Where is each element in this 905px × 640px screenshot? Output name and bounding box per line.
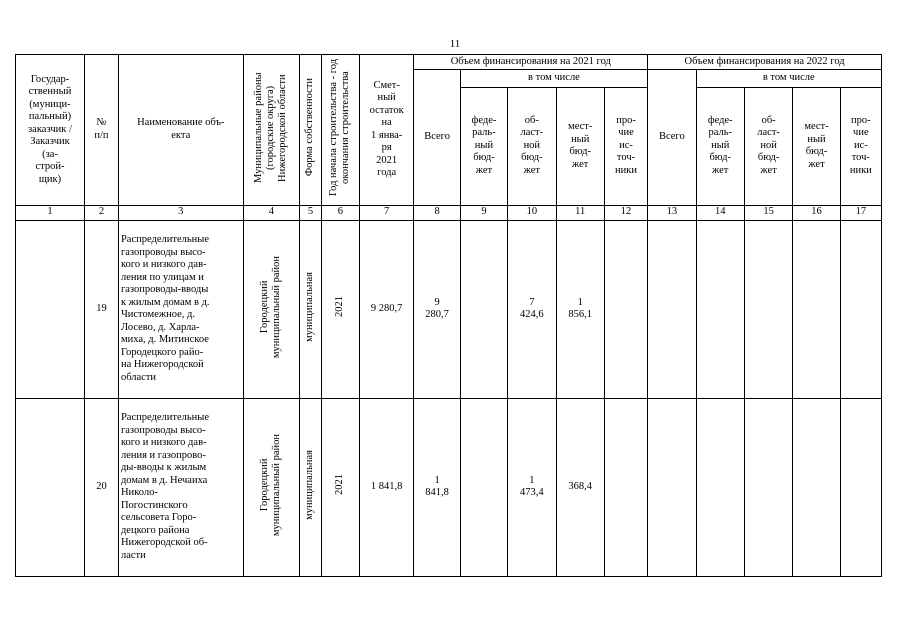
header-remainder: Смет- ный остаток на 1 янва- ря 2021 года [359,55,414,206]
district-text: Городецкий муниципальный район [259,255,283,358]
header-object-name: Наименование объ- екта [118,55,243,206]
object-name: Распределительные газопроводы высо- кого и низкого дав- ления по улицам и газопроводы-вводы к жилым домам в д. Чистомежное, д. Лосево, д. Харла- миха, д. Митинское Городецкого райо- на Нижегородской области [118,220,243,398]
row-number: 19 [84,220,118,398]
header-regional-2022: об- ласт- ной бюд- жет [744,87,792,205]
local-2021-cell: 368,4 [556,398,604,576]
column-number: 1 [16,205,85,220]
local-2022-cell [793,398,840,576]
other-2021-cell [604,398,647,576]
header-including-2021: в том числе [460,70,647,88]
header-other-2022: про- чие ис- точ- ники [840,87,881,205]
column-number: 17 [840,205,881,220]
row-number: 20 [84,398,118,576]
column-number: 3 [118,205,243,220]
federal-2022-cell [696,220,744,398]
header-ownership [300,55,322,206]
financing-table [15,54,882,577]
column-number: 8 [414,205,460,220]
header-district [243,55,300,206]
header-federal-2021: феде- раль- ный бюд- жет [460,87,507,205]
column-number: 16 [793,205,840,220]
column-number: 14 [696,205,744,220]
table-row [16,398,882,576]
object-name: Распределительные газопроводы высо- кого и низкого дав- ления и газопрово- ды-вводы к жилым домам в д. Нечаиха Николо- Погостинского сельсовета Горо- децкого района Нижегородской об- ласти [118,398,243,576]
column-number: 10 [508,205,556,220]
other-2022-cell [840,398,881,576]
customer-cell [16,398,85,576]
total-2021-cell: 1 841,8 [414,398,460,576]
ownership-cell [300,398,322,576]
regional-2021-cell: 7 424,6 [508,220,556,398]
header-total-2022: Всего [648,70,696,206]
column-number: 7 [359,205,414,220]
header-federal-2022: феде- раль- ный бюд- жет [696,87,744,205]
federal-2021-cell [460,220,507,398]
regional-2022-cell [744,398,792,576]
total-2022-cell [648,220,696,398]
column-number: 9 [460,205,507,220]
total-2021-cell: 9 280,7 [414,220,460,398]
regional-2021-cell: 1 473,4 [508,398,556,576]
header-regional-2021: об- ласт- ной бюд- жет [508,87,556,205]
header-other-2021: про- чие ис- точ- ники [604,87,647,205]
header-years-text: Год начала строительства - год окончания строительства [328,58,352,197]
header-ownership-text: Форма собственности [304,78,316,177]
column-number-row [16,205,882,220]
years-cell [321,398,359,576]
header-local-2022: мест- ный бюд- жет [793,87,840,205]
page-number: 11 [449,38,461,50]
total-2022-cell [648,398,696,576]
header-local-2021: мест- ный бюд- жет [556,87,604,205]
header-including-2022: в том числе [696,70,881,88]
header-fin-2022: Объем финансирования на 2022 год [648,55,882,70]
regional-2022-cell [744,220,792,398]
column-number: 4 [243,205,300,220]
ownership-text: муниципальная [304,449,316,520]
header-years [321,55,359,206]
remainder-cell: 9 280,7 [359,220,414,398]
customer-cell [16,220,85,398]
federal-2021-cell [460,398,507,576]
ownership-cell [300,220,322,398]
local-2022-cell [793,220,840,398]
header-number: № п/п [84,55,118,206]
remainder-cell: 1 841,8 [359,398,414,576]
column-number: 2 [84,205,118,220]
column-number: 11 [556,205,604,220]
header-fin-2021: Объем финансирования на 2021 год [414,55,648,70]
years-cell [321,220,359,398]
district-cell [243,398,300,576]
years-text: 2021 [334,474,346,496]
column-number: 13 [648,205,696,220]
column-number: 6 [321,205,359,220]
years-text: 2021 [334,296,346,318]
district-text: Городецкий муниципальный район [259,433,283,536]
other-2021-cell [604,220,647,398]
other-2022-cell [840,220,881,398]
column-number: 15 [744,205,792,220]
ownership-text: муниципальная [304,271,316,342]
district-cell [243,220,300,398]
column-number: 5 [300,205,322,220]
local-2021-cell: 1 856,1 [556,220,604,398]
federal-2022-cell [696,398,744,576]
header-customer: Государ- ственный (муници- пальный) заказчик / Заказчик (за- строй- щик) [16,55,85,206]
header-total-2021: Всего [414,70,460,206]
table-row [16,220,882,398]
header-row [16,55,882,70]
column-number: 12 [604,205,647,220]
header-district-text: Муниципальные районы (городские округа) Нижегородской области [253,72,289,183]
